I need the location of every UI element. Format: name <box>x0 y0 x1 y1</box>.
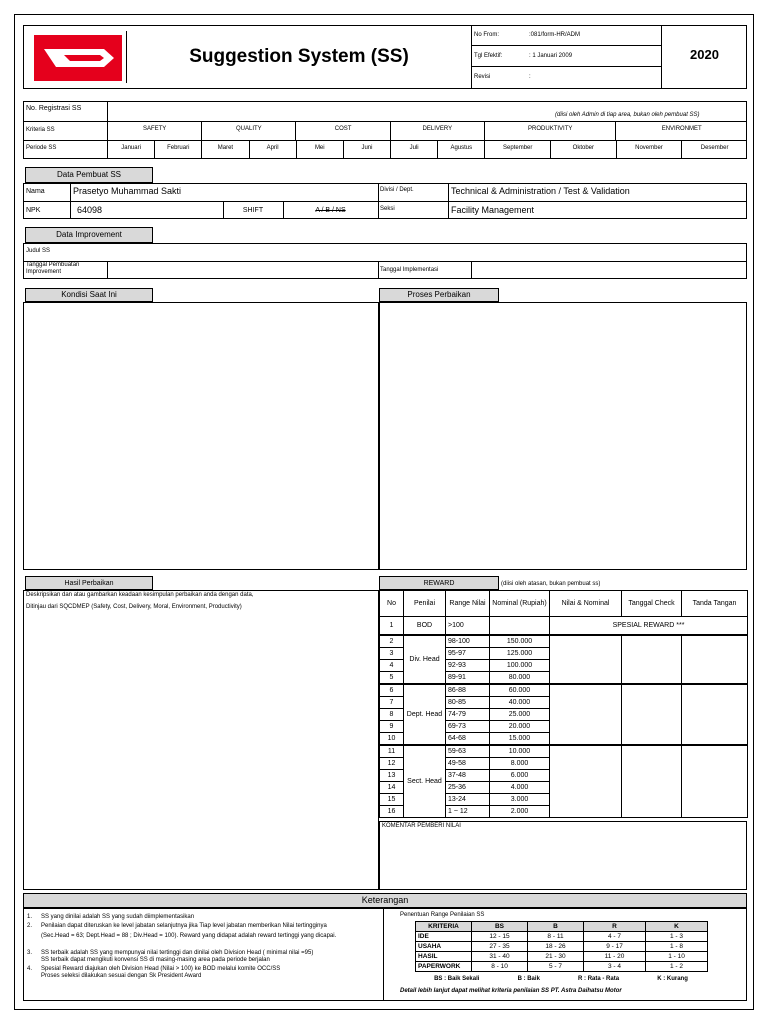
tanggal-input[interactable] <box>622 635 682 684</box>
hasil-title: Hasil Perbaikan <box>25 576 153 590</box>
ttd-input[interactable] <box>682 635 748 684</box>
period-row <box>107 140 747 159</box>
criteria-cost[interactable]: COST <box>296 121 390 140</box>
komentar-area[interactable] <box>379 821 747 890</box>
criteria-row <box>107 121 747 140</box>
form-title: Suggestion System (SS) <box>189 46 409 67</box>
year: 2020 <box>690 47 719 62</box>
proses-area[interactable] <box>379 302 747 570</box>
special-reward: SPESIAL REWARD *** <box>550 617 748 635</box>
ttd-input[interactable] <box>682 745 748 818</box>
criteria-produktivity[interactable]: PRODUKTIVITY <box>485 121 617 140</box>
footer-note: Detail lebih lanjut dapat melihat kriteria penilaian SS PT. Astra Daihatsu Motor <box>400 988 622 994</box>
creator-name[interactable]: Prasetyo Muhammad Sakti <box>73 186 182 196</box>
period-month[interactable]: Juni <box>344 140 391 159</box>
criteria-quality[interactable]: QUALITY <box>202 121 296 140</box>
kondisi-title: Kondisi Saat Ini <box>25 288 153 302</box>
keterangan-title: Keterangan <box>23 893 747 908</box>
criteria-safety[interactable]: SAFETY <box>108 121 202 140</box>
range-table: KRITERIA BS B R K IDE 12 - 15 8 - 11 4 - 7 1 - 3 USAHA 27 - 35 18 - 26 9 - 17 1 - 8 HASIL 31 - 40 21 - 30 11 - 20 1 - 10 PAPERWORK 8 - 10 5 - 7 3 - 4 1 - 2 <box>415 921 708 972</box>
tanggal-input[interactable] <box>622 684 682 745</box>
reward-title: REWARD <box>379 576 499 590</box>
nilai-input[interactable] <box>550 684 622 745</box>
section-data-pembuat: Data Pembuat SS <box>25 167 153 183</box>
period-month[interactable]: September <box>485 140 551 159</box>
period-month[interactable]: Mei <box>297 140 344 159</box>
period-month[interactable]: Januari <box>108 140 155 159</box>
logo-cell <box>31 31 127 83</box>
period-month[interactable]: Februari <box>155 140 202 159</box>
form-page: Suggestion System (SS) No From: :081/form-HR/ADM Tgl Efektif: : 1 Januari 2009 Revisi : 2020 No. Registrasi SS (diisi oleh Admin di tiap area, bukan oleh pembuat SS) Kriteria SS SAFETY QUALITY COST DELIVERY PRODUKTIVITY ENVIRONMET Periode SS Januari Februari Maret April Mei Juni Juli Agustus September Oktober November Desember Data Pembuat SS Nama Prasetyo Muhammad Sakti NPK 64098 SHIFT A / B / NS Divisi / Dept. Technical & Administration / Test & Validation Seksi Facility Management Data Improvement Judul SS Tanggal Pembuatan Improvement Tanggal Implementasi Kondisi Saat Ini Proses Perbaikan Hasil Perbaikan Deskripsikan dan atau gambarkan keadaan kesimpulan perbaikan anda dengan data, Ditinjau dari SQCDMEP (Safety, Cost, Delivery, Moral, Environment, Productivity) REWARD (diisi oleh atasan, bukan pembuat ss) No Penilai Range Nilai Nominal (Rupiah) Nilai & Nominal Tanggal Check Tanda Tangan 1 BOD >100 SPESIAL REWARD *** 2 Div. Head 98-100 150.000 3 95-97 125.000 4 92-93 100.000 5 89-91 80.000 6 Dept. Head 86-88 60.000 7 80-85 40.000 8 74-79 25.000 9 69-73 20.000 10 64-68 15.000 11 Sect. Head 59-63 10.000 12 49-58 8.000 13 37-48 6.000 14 25-36 4.000 15 13-24 3.000 16 1 ~ 12 2.000 KOMENTAR PEMBERI NILAI Keterangan 1. SS yang dinilai adalah SS yang sudah diimplementasikan 2. Penilaian dapat diteruskan ke level jabatan selanjutnya jika Tiap level jabatan memberikan Nilai tertingginya (Sec.Head = 63; Dept.Head = 88 ; Div.Head = 100). Reward yang didapat adalah reward tertinggi yang dicapai. 3. SS terbaik adalah SS yang mempunyai nilai tertinggi dan dinilai oleh Division Head ( minimal nilai =95) SS terbaik dapat mengikuti konvensi SS di masing-masing area pada periode berjalan 4. Spesial Reward diajukan oleh Division Head (Nilai > 100) ke BOD melalui komite OCC/SS Proses seleksi dilakukan sesuai dengan Sk President Award Penentuan Range Penilaian SS KRITERIA BS B R K IDE 12 - 15 8 - 11 4 - 7 1 - 3 USAHA 27 - 35 18 - 26 9 - 17 1 - 8 HASIL 31 - 40 21 - 30 11 - 20 1 - 10 PAPERWORK 8 - 10 5 - 7 3 - 4 1 - 2 BS : Baik Sekali B : Baik R : Rata - Rata K : Kurang Detail lebih lanjut dapat melihat kriteria penilaian SS PT. Astra Daihatsu Motor <box>14 14 754 1010</box>
creator-divisi[interactable]: Technical & Administration / Test & Validation <box>451 186 630 196</box>
creator-npk[interactable]: 64098 <box>77 205 103 215</box>
judul-field[interactable] <box>75 245 745 260</box>
ttd-input[interactable] <box>682 684 748 745</box>
doc-control: No From: :081/form-HR/ADM Tgl Efektif: : 1 Januari 2009 Revisi : <box>472 25 662 89</box>
period-month[interactable]: November <box>617 140 683 159</box>
period-month[interactable]: Agustus <box>438 140 485 159</box>
proses-title: Proses Perbaikan <box>379 288 499 302</box>
reward-table: No Penilai Range Nilai Nominal (Rupiah) Nilai & Nominal Tanggal Check Tanda Tangan 1 BOD >100 SPESIAL REWARD *** 2 Div. Head 98-100 150.000 3 95-97 125.000 4 92-93 100.000 5 89-91 80.000 6 Dept. Head 86-88 60.000 7 80-85 40.000 8 74-79 25.000 9 69-73 20.000 10 64-68 15.000 11 Sect. Head 59-63 10.000 12 49-58 8.000 13 37-48 6.000 14 25-36 4.000 15 13-24 3.000 16 1 ~ 12 2.000 <box>379 590 748 818</box>
period-month[interactable]: April <box>250 140 297 159</box>
period-month[interactable]: Desember <box>700 145 729 151</box>
tanggal-input[interactable] <box>622 745 682 818</box>
nilai-input[interactable] <box>550 745 622 818</box>
criteria-environmet[interactable]: ENVIRONMET <box>661 126 702 132</box>
period-month[interactable]: Maret <box>202 140 249 159</box>
period-month[interactable]: Juli <box>391 140 438 159</box>
criteria-delivery[interactable]: DELIVERY <box>391 121 485 140</box>
table-row: 1 <box>380 617 404 635</box>
range-legend: BS : Baik Sekali B : Baik R : Rata - Rata K : Kurang <box>434 976 688 982</box>
section-data-improvement: Data Improvement <box>25 227 153 243</box>
period-month[interactable]: Oktober <box>551 140 617 159</box>
creator-seksi[interactable]: Facility Management <box>451 205 535 215</box>
hasil-area[interactable] <box>23 590 379 890</box>
shift-options[interactable]: A / B / NS <box>315 207 346 214</box>
keterangan-notes: 1. SS yang dinilai adalah SS yang sudah diimplementasikan 2. Penilaian dapat diteruskan ke level jabatan selanjutnya jika Tiap level jabatan memberikan Nilai tertingginya (Sec.Head = 63; Dept.Head = 88 ; Div.Head = 100). Reward yang didapat adalah reward tertinggi yang dicapai. 3. SS terbaik adalah SS yang mempunyai nilai tertinggi dan dinilai oleh Division Head ( minimal nilai =95) SS terbaik dapat mengikuti konvensi SS di masing-masing area pada periode berjalan 4. Spesial Reward diajukan oleh Division Head (Nilai > 100) ke BOD melalui komite OCC/SS Proses seleksi dilakukan sesuai dengan Sk President Award <box>27 914 337 979</box>
nilai-input[interactable] <box>550 635 622 684</box>
daihatsu-logo-icon <box>34 35 122 81</box>
kondisi-area[interactable] <box>23 302 379 570</box>
